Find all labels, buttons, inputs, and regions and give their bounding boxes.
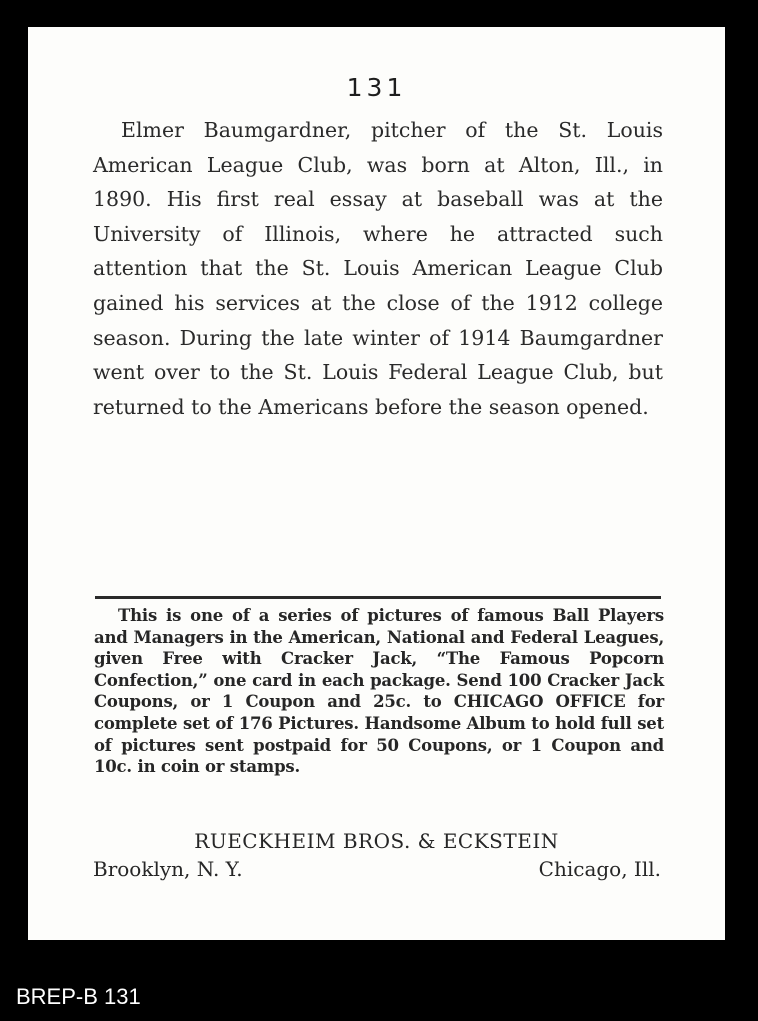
company-name: RUECKHEIM BROS. & ECKSTEIN [194, 829, 559, 853]
city-chicago: Chicago, Ill. [538, 857, 661, 881]
card-number: 131 [346, 73, 407, 102]
baseball-card-back [28, 27, 725, 940]
city-brooklyn: Brooklyn, N. Y. [93, 857, 243, 881]
divider-rule [95, 596, 661, 599]
promotional-text: This is one of a series of pictures of famous Ball Players and Managers in the American, National and Federal Leagues, given Free with Cracker Jack, “The Famous Popcorn Confection,” one card in each package. Send 100 Cracker Jack Coupons, or 1 Coupon and 25c. to CHICAGO OFFICE for complete set of 176 Pictures. Handsome Album to hold full set of pictures sent postpaid for 50 Coupons, or 1 Coupon and 10c. in coin or stamps. [94, 606, 664, 777]
player-biography: Elmer Baumgardner, pitcher of the St. Louis American League Club, was born at Alton, Ill., in 1890. His first real essay at baseball was at the University of Illinois, where he attracted such attention that the St. Louis American League Club gained his services at the close of the 1912 college season. During the late winter of 1914 Baumgardner went over to the St. Louis Federal League Club, but returned to the Americans before the season opened. [93, 118, 663, 419]
image-caption: BREP-B 131 [16, 984, 141, 1009]
